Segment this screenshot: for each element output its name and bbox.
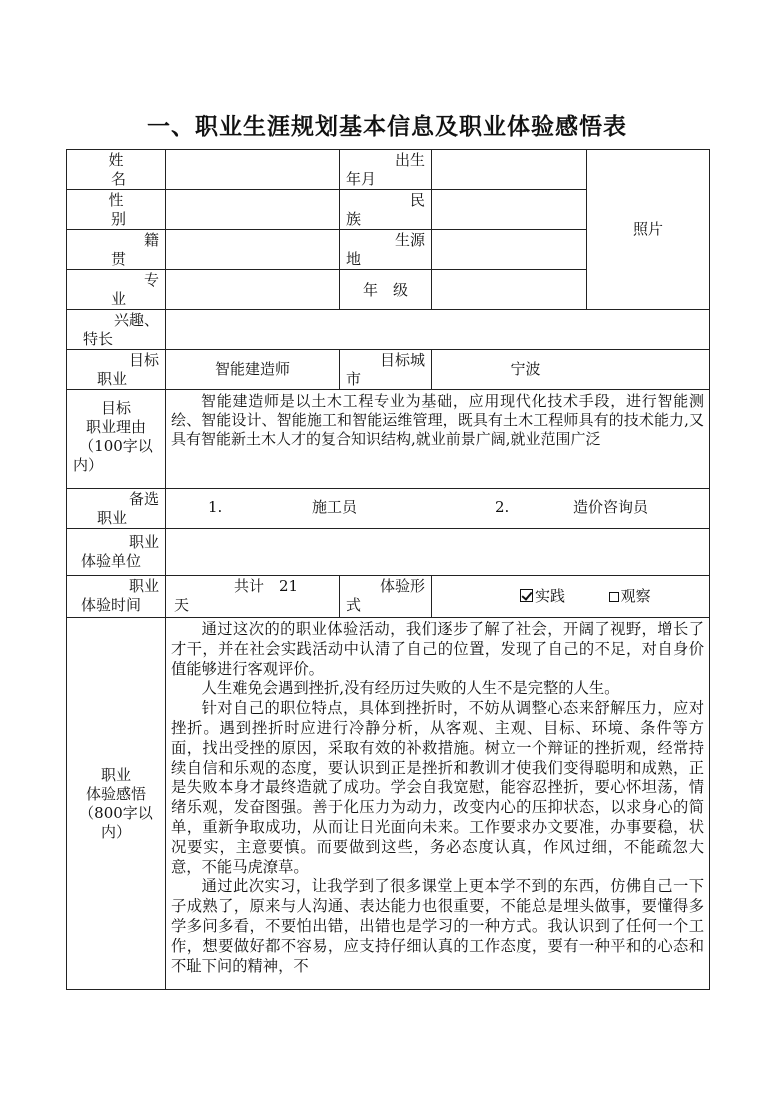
feel-paragraph-3: 针对自己的职位特点，具体到挫折时，不妨从调整心态来舒解压力，应对挫折。遇到挫折时应进行冷静分析，从客观、主观、目标、环境、条件等方面，找出受挫的原因，采取有效的补救措施。树立一个辩证的挫折观，经常持续自信和乐观的态度，要认识到正是挫折和教训才使我们变得聪明和成熟，正是失败本身才最终造就了成功。学会自我宽慰，能容忍挫折，要心怀坦荡，情绪乐观，发奋图强。善于化压力为动力，改变内心的压抑状态，以求身心的简单，重新争取成功，从而让日光面向未来。工作要求办文要准，办事要稳，状况要实，主意要慎。而要做到这些，务必态度认真，作风过细，不能疏忽大意，不能马虎潦草。 [171,699,704,876]
practice-checkbox[interactable] [520,589,533,602]
grade-label: 年 级 [340,270,432,310]
hobby-value[interactable] [166,310,710,350]
name-label: 姓 名 [67,150,166,190]
target-city-label: 目标城 市 [340,350,432,390]
feel-label: 职业 体验感悟 （800字以 内） [67,618,166,990]
feel-paragraph-4: 通过此次实习，让我学到了很多课堂上更本学不到的东西，仿佛自己一下子成熟了，原来与人沟通、表达能力也很重要，不能总是埋头做事，要懂得多学多问多看，不要怕出错，出错也是学习的一种方式。我认识到了任何一个工作，想要做好都不容易，应支持仔细认真的工作态度，要有一种平和的心态和不耻下问的精神，不 [171,877,704,975]
feel-paragraph-1: 通过这次的的职业体验活动，我们逐步了解了社会，开阔了视野，增长了才干，并在社会实践活动中认清了自己的位置，发现了自己的不足，对自身价值能够进行客观评价。 [171,620,704,678]
practice-option-label: 实践 [535,587,566,605]
unit-value[interactable] [166,529,710,576]
name-value[interactable] [166,150,340,190]
form-value [432,576,710,618]
ethnic-value[interactable] [432,190,587,230]
time-value[interactable]: 共计 21 天 [166,576,340,618]
target-job-label: 目标 职业 [67,350,166,390]
feel-value[interactable] [166,618,710,990]
target-job-value[interactable]: 智能建造师 [166,350,340,390]
birth-value[interactable] [432,150,587,190]
alt-job-1: 施工员 [312,498,358,516]
photo-cell[interactable] [587,150,710,310]
reason-label: 目标 职业理由 （100字以 内） [67,390,166,489]
native-label: 籍 贯 [67,230,166,270]
observe-checkbox[interactable] [609,592,619,602]
observe-option-label: 观察 [620,587,651,605]
unit-label: 职业 体验单位 [67,529,166,576]
origin-value[interactable] [432,230,587,270]
feel-paragraph-2: 人生难免会遇到挫折,没有经历过失败的人生不是完整的人生。 [201,679,620,698]
alt-job-1-number: 1. [208,498,223,516]
origin-label: 生源 地 [340,230,432,270]
form-label: 体验形 式 [340,576,432,618]
hobby-label: 兴趣、 特长 [67,310,166,350]
alt-job-label: 备选 职业 [67,489,166,529]
birth-label: 出生 年月 [340,150,432,190]
major-label: 专 业 [67,270,166,310]
career-planning-form [66,149,710,990]
gender-label: 性 别 [67,190,166,230]
reason-value[interactable]: 智能建造师是以土木工程专业为基础，应用现代化技术手段，进行智能测绘、智能设计、智能施工和智能运维管理，既具有土木工程师具有的技术能力,又具有智能新土木人才的复合知识结构,就业前景广阔,就业范围广泛 [166,390,710,489]
gender-value[interactable] [166,190,340,230]
native-value[interactable] [166,230,340,270]
alt-job-value[interactable] [166,489,710,529]
photo-label: 照片 [632,220,663,238]
target-city-value[interactable]: 宁波 [432,350,710,390]
major-value[interactable] [166,270,340,310]
time-label: 职业 体验时间 [67,576,166,618]
ethnic-label: 民 族 [340,190,432,230]
alt-job-2-number: 2. [495,498,510,516]
page-title: 一、职业生涯规划基本信息及职业体验感悟表 [147,114,627,140]
alt-job-2: 造价咨询员 [573,498,649,516]
grade-value[interactable] [432,270,587,310]
